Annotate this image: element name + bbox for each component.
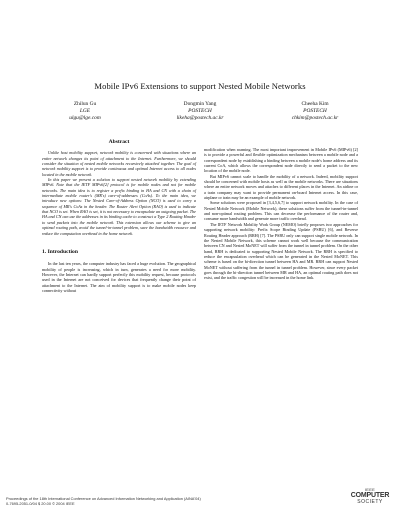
body-paragraph: modification when roaming. The most important improvement in Mobile IPv6 (MIPv6) [2] is to provide a powerful and flexible optimization mechanism between a mobile node and a correspondent node by establishing a binding between a mobile node's home address and its current CoA, which allows the correspondent node directly to send a packet to the new location of the mobile node. bbox=[204, 147, 358, 174]
page-footer bbox=[6, 496, 201, 506]
author-3 bbox=[260, 101, 370, 123]
right-column bbox=[204, 147, 358, 281]
computer-society-logo bbox=[350, 487, 390, 505]
introduction-body bbox=[42, 261, 196, 293]
abstract-paragraph: Unlike host mobility support, network mobility is concerned with situations where an entire network changes its point of attachment to the Internet. Furthermore, we should consider the situation of nested mobile networks recursively attached together. The goal of network mobility support is to provide continuous and optimal Internet access to all nodes located in the mobile network. bbox=[42, 150, 196, 177]
abstract-heading: Abstract bbox=[108, 139, 130, 145]
author-affiliation: POSTECH bbox=[303, 108, 327, 115]
footer-proceedings: Proceedings of the 18th International Conference on Advanced Information Networking and Application (AINA'04) bbox=[6, 496, 201, 501]
author-affiliation: POSTECH bbox=[188, 108, 212, 115]
abstract-body bbox=[42, 150, 196, 236]
author-1 bbox=[30, 101, 140, 123]
author-block bbox=[30, 101, 370, 123]
body-paragraph: The IETF Network Mobility Work Group (NEMO) briefly proposes two approaches for supporting network mobility: Prefix Scope Binding Update (PSBU) [6], and Reverse Routing Header approach (RRH) [7]. The PSBU only can support single mobile network. In the Nested Mobile Network, this scheme cannot work well because the communication between CN and Nested MoNET will suffer from the tunnel in tunnel problem. On the other hand, RRH is dedicated to supporting Nested Mobile Network. The RRH is specified to reduce the encapsulation overhead which can be generated in the Nested MoNET. This scheme is based on the bi-direction tunnel between HA and MR. RRH can support Nested MoNET without suffering from the tunnel in tunnel problem. However, since every packet goes through the bi-direction tunnel between MR and HA, an optimal routing path does not exist, and the traffic congestion will be increased in the home link. bbox=[204, 221, 358, 281]
left-column bbox=[42, 140, 196, 293]
body-paragraph: Some solutions were proposed in [3,4,5,6,7] to support network mobility. In the case of Nested Mobile Network (Mobile Network), these solutions suffer from the tunnel-in-tunnel and non-optimal routing problem. This can decrease the performance of the router and, consume more bandwidth and generate more traffic overhead. bbox=[204, 200, 358, 222]
author-affiliation: LGE bbox=[79, 108, 91, 115]
author-email: ulgu@lge.com bbox=[69, 115, 101, 122]
paper-title: Mobile IPv6 Extensions to support Nested Mobile Networks bbox=[94, 81, 306, 91]
author-email: likeha@postech.ac.kr bbox=[176, 115, 224, 122]
author-name: Zhilun Gu bbox=[73, 101, 97, 107]
body-paragraph: But MIPv6 cannot scale to handle the mobility of a network. Indeed, mobility support should be concerned with mobile hosts as well as the mobile networks. There are situations where an entire network moves and attaches to different places in the Internet. An airline or a train company may want to provide permanent on-board Internet access. In this case, airplane or train may be an example of mobile network. bbox=[204, 173, 358, 201]
introduction-heading: 1. Introduction bbox=[42, 248, 78, 255]
author-email: chkim@postech.ac.kr bbox=[291, 115, 339, 122]
author-name: Dongmin Yang bbox=[183, 101, 217, 107]
logo-sub-text: SOCIETY bbox=[357, 499, 383, 505]
abstract-paragraph: In this paper we present a solution to support nested network mobility by extending MIPv6. Note that the IETF MIPv6[2] protocol is for mobile nodes and not for mobile networks. The main idea is to register a prefix binding in HA and CN with a chain of intermediate mobile router's (MR's) care-of-addresses (CoAs). To the main idea, we introduce new options: The Nested Care-of-Address Option (NCO) is used to carry a sequence of MR's CoAs in the header. The Router Alert Option (RAO) is used to indicate that NCO is set. When RAO is set, it is not necessary to encapsulate an outgoing packet. The HA and CN can use the addresses in its binding cache to construct a Type 2 Routing Header to send packets into the mobile network. This extension allows our scheme to give an optimal routing path, avoid the tunnel-in-tunnel problem, save the bandwidth resource and reduce the computation overhead in the home network. bbox=[42, 177, 196, 236]
body-paragraph: In the last ten years, the computer industry has faced a huge evolution. The geographical mobility of people is increasing, which in turn, generates a need for more mobility. However, the Internet can hardly support perfectly this mobility request, because protocols used in the Internet are not conceived for devices that frequently change their point of attachment to the Internet. The aim of mobility support is to make mobile nodes keep connectivity without bbox=[42, 261, 196, 293]
footer-copyright: 0-7695-2051-0/04 $ 20.00 © 2004 IEEE bbox=[6, 501, 75, 506]
author-2 bbox=[145, 101, 255, 123]
author-name: Cheeha Kim bbox=[301, 101, 329, 107]
logo-main-text: COMPUTER bbox=[350, 492, 390, 499]
logo-top-text: IEEE bbox=[364, 487, 376, 492]
